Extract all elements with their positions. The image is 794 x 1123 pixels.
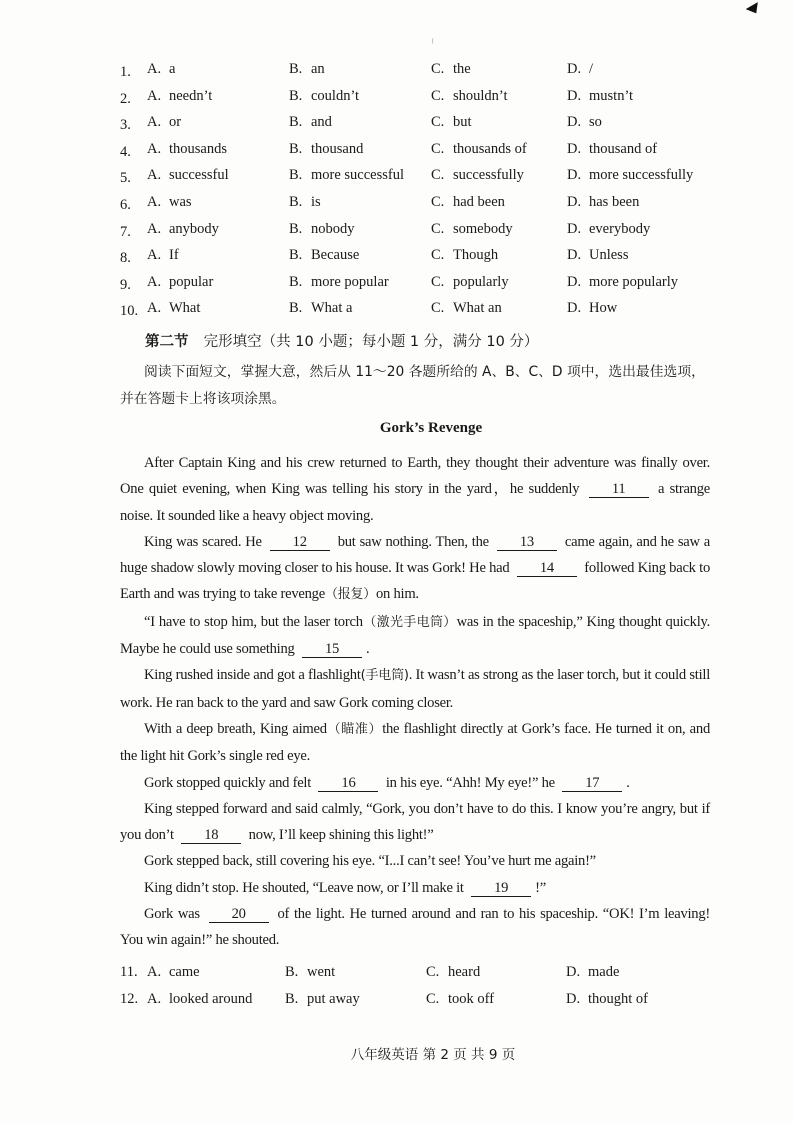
option-letter: B.: [289, 247, 303, 264]
option-letter: C.: [426, 964, 440, 980]
option-letter: C.: [431, 193, 445, 210]
option-d: [567, 167, 693, 184]
option-text: but: [453, 114, 472, 131]
question-number: 6.: [120, 196, 131, 213]
question-row: [120, 216, 740, 243]
option-text: took off: [448, 991, 495, 1007]
blank-11: 11: [589, 481, 649, 498]
option-a: [147, 964, 200, 981]
question-row: [120, 269, 740, 296]
option-b: [289, 274, 389, 291]
option-letter: D.: [567, 87, 582, 104]
option-text: thousand: [311, 140, 364, 157]
option-letter: D.: [567, 247, 582, 264]
option-c: [431, 61, 471, 78]
option-text: successfully: [453, 167, 524, 184]
section-heading: [145, 330, 538, 351]
question-number: 2.: [120, 90, 131, 107]
option-d: [566, 964, 619, 981]
option-letter: B.: [289, 273, 303, 290]
option-text: popularly: [453, 273, 509, 290]
paragraph-3: “I have to stop him, but the laser torch（激光手电筒）was in the spaceship,” King thought quickly. Maybe he could use something 15 .: [120, 613, 710, 658]
paragraph-1: After Captain King and his crew returned to Earth, they thought their adventure was finally over. One quiet evening, when King was telling his story in the yard，he suddenly 11 a strange noise. It sounded like a heavy object moving.: [120, 455, 710, 524]
option-letter: B.: [289, 87, 303, 104]
option-text: a: [169, 61, 176, 77]
option-text: went: [307, 964, 336, 980]
option-a: [147, 194, 192, 211]
option-letter: A.: [147, 140, 162, 157]
option-text: everybody: [589, 220, 651, 237]
corner-mark: [746, 2, 763, 17]
option-b: [289, 88, 359, 105]
question-row: [120, 136, 740, 163]
cloze-passage: [120, 450, 710, 954]
option-letter: B.: [289, 300, 303, 317]
option-b: [289, 141, 363, 158]
option-letter: A.: [147, 61, 162, 77]
option-text: /: [589, 61, 594, 77]
option-text: heard: [448, 964, 481, 980]
section-subtitle: 完形填空（共 10 小题；每小题 1 分，满分 10 分）: [203, 334, 539, 350]
option-c: [431, 114, 472, 131]
option-text: What a: [311, 300, 353, 317]
option-text: thought of: [588, 991, 649, 1007]
question-row: [120, 162, 740, 189]
blank-19: 19: [471, 880, 531, 897]
question-row: [120, 242, 740, 269]
option-text: shouldn’t: [453, 87, 508, 104]
option-b: [289, 221, 355, 238]
option-d: [567, 221, 650, 238]
option-b: [285, 991, 360, 1008]
option-text: If: [169, 247, 179, 264]
option-c: [426, 964, 480, 981]
option-letter: C.: [431, 220, 445, 237]
option-text: more successful: [311, 167, 405, 184]
blank-15: 15: [302, 641, 362, 658]
option-text: Unless: [589, 247, 629, 264]
option-text: nobody: [311, 220, 355, 237]
option-d: [567, 141, 657, 158]
option-letter: C.: [431, 300, 445, 317]
option-text: What an: [453, 300, 502, 317]
option-letter: B.: [289, 193, 303, 210]
question-number: 4.: [120, 143, 131, 160]
option-text: thousands of: [453, 140, 527, 157]
option-letter: A.: [147, 991, 162, 1007]
option-text: more popularly: [589, 273, 678, 290]
blank-20: 20: [209, 906, 269, 923]
option-b: [289, 194, 321, 211]
paragraph-6: Gork stopped quickly and felt 16 in his eye. “Ahh! My eye!” he 17 .: [144, 774, 630, 791]
option-letter: A.: [147, 114, 162, 131]
option-d: [567, 61, 593, 78]
option-text: popular: [169, 273, 214, 290]
blank-16: 16: [318, 775, 378, 792]
option-text: couldn’t: [311, 87, 360, 104]
option-a: [147, 61, 175, 78]
option-letter: A.: [147, 247, 162, 264]
section-title: 第二节: [145, 334, 189, 350]
option-b: [289, 247, 359, 264]
blank-18: 18: [181, 827, 241, 844]
options-list-1-10: [120, 56, 740, 322]
option-letter: B.: [289, 220, 303, 237]
option-letter: B.: [289, 61, 303, 77]
option-text: an: [311, 61, 325, 77]
option-text: somebody: [453, 220, 513, 237]
option-text: Because: [311, 247, 360, 264]
option-letter: C.: [431, 273, 445, 290]
option-letter: B.: [289, 140, 303, 157]
options-list-11-12: [120, 958, 740, 1012]
option-text: What: [169, 300, 201, 317]
option-c: [431, 167, 524, 184]
option-text: thousands: [169, 140, 227, 157]
option-text: more popular: [311, 273, 389, 290]
option-a: [147, 221, 219, 238]
question-row: [120, 56, 740, 83]
option-d: [567, 300, 617, 317]
option-d: [567, 114, 602, 131]
option-text: and: [311, 114, 332, 131]
option-c: [431, 88, 508, 105]
option-text: looked around: [169, 991, 253, 1007]
option-text: so: [589, 114, 602, 131]
question-number: 5.: [120, 170, 131, 187]
option-text: needn’t: [169, 87, 213, 104]
option-d: [567, 247, 628, 264]
passage-title: Gork’s Revenge: [379, 420, 483, 436]
blank-14: 14: [517, 560, 577, 577]
option-text: successful: [169, 167, 229, 184]
option-letter: B.: [285, 964, 299, 980]
option-letter: C.: [431, 114, 445, 131]
option-letter: C.: [431, 247, 445, 264]
question-row: [120, 109, 740, 136]
option-letter: B.: [285, 991, 299, 1007]
option-letter: C.: [431, 61, 445, 77]
option-text: mustn’t: [589, 87, 634, 104]
option-letter: D.: [566, 964, 581, 980]
option-text: came: [169, 964, 200, 980]
paragraph-2: King was scared. He 12 but saw nothing. Then, the 13 came again, and he saw a huge shadow slowly moving closer to his house. It was Gork! He had 14 followed King back to Earth and was trying to take revenge（报复）on him.: [120, 533, 711, 603]
option-letter: D.: [567, 220, 582, 237]
option-a: [147, 991, 252, 1008]
option-c: [431, 300, 502, 317]
option-text: was: [169, 193, 192, 210]
option-c: [431, 194, 505, 211]
page-footer: 八年级英语 第 2 页 共 9 页: [350, 1047, 516, 1063]
option-text: is: [311, 193, 321, 210]
option-letter: D.: [567, 273, 582, 290]
option-letter: A.: [147, 193, 162, 210]
option-letter: D.: [567, 140, 582, 157]
option-letter: D.: [567, 167, 582, 184]
option-letter: A.: [147, 964, 162, 980]
option-letter: D.: [567, 114, 582, 131]
option-letter: C.: [431, 167, 445, 184]
paragraph-4: King rushed inside and got a flashlight(手电筒). It wasn’t as strong as the laser torch, but it could still work. He ran back to the yard and saw Gork coming closer.: [120, 667, 710, 711]
paragraph-7: King stepped forward and said calmly, “Gork, you don’t have to do this. I know you’re angry, but if you don’t 18 now, I’ll keep shining this light!”: [120, 800, 710, 844]
option-text: or: [169, 114, 182, 131]
option-text: Though: [453, 247, 499, 264]
option-c: [426, 991, 494, 1008]
option-letter: C.: [431, 140, 445, 157]
option-b: [289, 167, 404, 184]
option-letter: A.: [147, 87, 162, 104]
option-a: [147, 300, 200, 317]
option-letter: D.: [566, 991, 581, 1007]
option-b: [289, 114, 332, 131]
option-letter: A.: [147, 273, 162, 290]
question-number: 12.: [120, 991, 139, 1007]
paragraph-9: King didn’t stop. He shouted, “Leave now, or I’ll make it 19 !”: [144, 879, 546, 896]
option-a: [147, 274, 213, 291]
question-number: 8.: [120, 250, 131, 267]
option-c: [431, 141, 527, 158]
option-a: [147, 247, 179, 264]
option-letter: A.: [147, 167, 162, 184]
question-row: [120, 958, 740, 985]
option-d: [567, 274, 678, 291]
option-text: put away: [307, 991, 360, 1007]
option-d: [567, 88, 633, 105]
option-text: thousand of: [589, 140, 658, 157]
option-d: [566, 991, 648, 1008]
option-text: How: [589, 300, 618, 317]
option-letter: D.: [567, 300, 582, 317]
paragraph-5: With a deep breath, King aimed（瞄准）the flashlight directly at Gork’s face. He turned it on, and the light hit Gork’s single red eye.: [120, 720, 710, 765]
option-a: [147, 114, 181, 131]
option-d: [567, 194, 639, 211]
option-c: [431, 221, 513, 238]
option-text: the: [453, 61, 471, 77]
question-row: [120, 985, 740, 1012]
option-text: had been: [453, 193, 505, 210]
option-letter: B.: [289, 114, 303, 131]
question-row: [120, 295, 740, 322]
option-letter: B.: [289, 167, 303, 184]
blank-13: 13: [497, 534, 557, 551]
option-letter: D.: [567, 193, 582, 210]
option-a: [147, 167, 229, 184]
option-a: [147, 88, 212, 105]
option-letter: C.: [431, 87, 445, 104]
option-b: [289, 61, 325, 78]
scan-smudge: [432, 38, 436, 44]
question-number: 11.: [120, 964, 138, 980]
option-text: more successfully: [589, 167, 694, 184]
question-number: 10.: [120, 303, 139, 320]
blank-12: 12: [270, 534, 330, 551]
option-letter: A.: [147, 220, 162, 237]
option-c: [431, 247, 498, 264]
option-letter: A.: [147, 300, 162, 317]
paragraph-10: Gork was 20 of the light. He turned around and ran to his spaceship. “OK! I’m leaving! You win again!” he shouted.: [120, 906, 711, 949]
question-row: [120, 83, 740, 110]
question-number: 9.: [120, 276, 131, 293]
option-a: [147, 141, 227, 158]
question-number: 7.: [120, 223, 131, 240]
option-text: made: [588, 964, 620, 980]
question-number: 1.: [120, 64, 131, 80]
section-instructions: 阅读下面短文，掌握大意，然后从 11～20 各题所给的 A、B、C、D 项中，选出最佳选项，并在答题卡上将该项涂黑。: [120, 364, 705, 407]
paragraph-8: Gork stepped back, still covering his eye. “I...I can’t see! You’ve hurt me again!”: [144, 853, 596, 870]
option-c: [431, 274, 509, 291]
option-b: [289, 300, 352, 317]
question-row: [120, 189, 740, 216]
option-text: has been: [589, 193, 640, 210]
blank-17: 17: [562, 775, 622, 792]
option-letter: D.: [567, 61, 582, 77]
option-letter: C.: [426, 991, 440, 1007]
option-b: [285, 964, 335, 981]
question-number: 3.: [120, 117, 131, 134]
option-text: anybody: [169, 220, 219, 237]
